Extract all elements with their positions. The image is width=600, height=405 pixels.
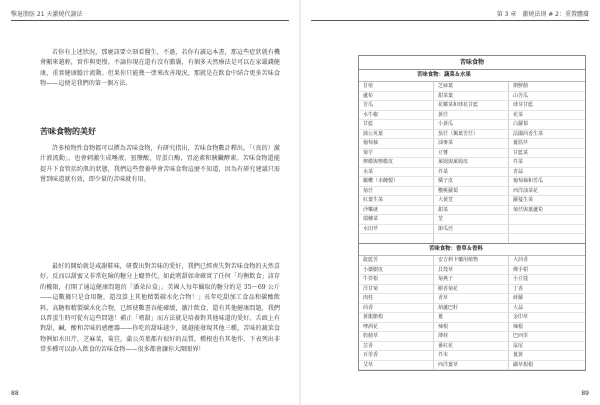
table-cell: 莖	[434, 215, 509, 225]
table-cell: 大蒜	[509, 304, 585, 314]
table-cell: 薑筋芹	[509, 139, 585, 149]
table-cell: 葡萄柚	[359, 139, 434, 149]
table-cell: 小黃瓜	[434, 120, 509, 130]
table-cell: 菊苣與葉蘆筍	[509, 206, 585, 216]
table-cell: 瑞穗菜	[359, 215, 434, 225]
table-cell: 纈草根根	[509, 361, 585, 371]
table-cell: 苦瓜	[359, 101, 434, 111]
table-cell: 安吉莉卡藥用植物	[434, 256, 509, 266]
table-cell: 薑	[434, 313, 509, 323]
table-cell: 水田芹	[359, 225, 434, 235]
table-cell: 黃苣	[434, 111, 509, 121]
table-cell: 奶薊草	[359, 332, 434, 342]
table-cell: 辣根	[509, 323, 585, 333]
running-head-right: 第 3 章 激燒法則 # 2：重置體膚	[496, 11, 589, 18]
table-cell: 櫻桃蘿蔔	[434, 187, 509, 197]
table-cell: 芸香	[359, 342, 434, 352]
page-number-left: 88	[11, 390, 19, 397]
table-cell: 艾草	[359, 361, 434, 371]
table-cell: 樹香菊花	[434, 285, 509, 295]
table-cell: 豆薯	[434, 149, 509, 159]
bitter-herbs-table	[358, 243, 586, 371]
table-cell: 花椰菜和球花甘藍	[434, 101, 509, 111]
table-cell: 法國茴香生菜	[509, 130, 585, 140]
table-cell: 白蘿蔔	[509, 120, 585, 130]
header-rule	[11, 20, 289, 21]
table-cell: 香草	[434, 294, 509, 304]
table-cell: 水牛椒	[359, 111, 434, 121]
table-cell: 蒲公英葉	[359, 130, 434, 140]
table-cell: 菊苣	[359, 187, 434, 197]
table-cell: 丁香	[509, 285, 585, 295]
table-cell: 葫蘆巴籽	[434, 304, 509, 314]
table-cell: 百里香	[359, 351, 434, 361]
table-cell: 甜菜葉	[434, 92, 509, 102]
table-title: 苦味食物	[359, 56, 585, 70]
table-cell: 芥菜	[434, 168, 509, 178]
table-cell: 菊燕子	[434, 275, 509, 285]
table-cell: 花菜	[509, 111, 585, 121]
section-heading: 苦味食物的美好	[40, 127, 96, 136]
table-cell: 菊芋	[359, 149, 434, 159]
table-cell: 萊姆與萊姆皮	[434, 158, 509, 168]
table-cell: 青蒜	[509, 168, 585, 178]
table-cell: 節瓜芭	[434, 225, 509, 235]
table-cell: 紅葉生菜	[359, 196, 434, 206]
table-cell: 肉桂	[359, 294, 434, 304]
table-subheading-vegetables: 苦味食物：蔬菜＆水果	[359, 70, 585, 82]
paragraph-bitter-benefits: 許多植物性食物都可以撰為苦味食物，有研究指出，苦味食物數計釋出，「（真的）激汁液流動」，也會刺激生成唾液，氫鹽酸，胃蛋白酶，胃泌素和胰臟酵素。苦味食物還能提升下食管括約肌的狀態，我們這些營養學會苦味食物這麼不知道，因為有研究建議只需嘗到味道就有效，即少量的苦味就有用。	[40, 145, 280, 184]
table-cell: 橄欖（未醃製）	[359, 177, 434, 187]
table-cell: 甘藍菜	[509, 149, 585, 159]
table-cell	[509, 215, 585, 225]
table-cell: 大茴香	[509, 256, 585, 266]
table-cell: 巴西里	[509, 332, 585, 342]
table-cell: 黃龍膽根	[359, 313, 434, 323]
table-cell: 茴香	[359, 304, 434, 314]
table-cell: 大黃莖	[434, 196, 509, 206]
table-cell: 小豆蔻	[509, 275, 585, 285]
table-cell: 小蘗樹皮	[359, 266, 434, 276]
table-cell: 啤酒花	[359, 323, 434, 333]
table-cell: 葡萄柚和苦瓜	[509, 177, 585, 187]
table-cell: 水菜	[359, 168, 434, 178]
table-cell: 芥菜	[509, 158, 585, 168]
table-cell: 蒔蘿	[509, 294, 585, 304]
table-cell: 苜蓿	[359, 82, 434, 92]
table-cell: 檸檬與檸檬皮	[359, 158, 434, 168]
table-cell: 番紅花	[434, 342, 509, 352]
table-cell: 鼠尾	[509, 342, 585, 352]
paragraph-intro: 若你有上述狀況，那麼該要立刻看醫生，不過，若你有讀這本書，那這些症狀就有機會顯來越輕，實作與更慢。不論你現在還有沒有膽囊，有個多天然療法是可以在家嚴錢健康，重實健康膽汁流動。但果你只能幾一塗來改善現況，那就是在飲食中結合更多苦味食物——這便是我們的第一個方法。	[40, 49, 280, 88]
table-cell: 西洋油菜花	[509, 187, 585, 197]
table-cell: 甘藍	[359, 120, 434, 130]
table-cell: 茄苣（獨葉苦苣）	[434, 130, 509, 140]
table-cell: 佛手柑	[509, 266, 585, 276]
table-cell: 靛藍苦	[359, 256, 434, 266]
table-cell: 辣根	[434, 323, 509, 333]
table-cell: 山苦瓜	[509, 92, 585, 102]
table-cell: 沙樂就	[359, 206, 434, 216]
table-cell: 貝殼草	[434, 266, 509, 276]
table-cell: 金印草	[509, 313, 585, 323]
table-cell: 芥末	[434, 351, 509, 361]
paragraph-bitter-taste: 最好的開始就是咸謝鞋味，研費出對苦味的愛好，我們已經喪失對苦味食物的天然喜好，反而以甜蜜又非常危險的糖分上癮替代。如此嗜甜如命確實了任何「均衡飲食」該存的權限，打開了通這健康問題的「潘朵拉盒」。美國人每年攝取的糖分約是 35～69 公斤——這數據只是食用糖，還沒算上其他精製碳水化合物！」長年吃甜加工食品和碳酸飲料，高糖和精製碳水化合物，已經使數書吞能確緩，激汁飲食，還有其他健康問題，我們以普蛋生時可從有這些問題！補正「嗜甜」而方法就是培養對其他味道的愛好。舌頭上有對甜，鹹，酸和苦味的感應器——你吃的甜味越少，就越能發現其他三種，苦味的蔬菜食物例如水田芹，芝麻菜，菊苣，蒲公英葉都有很好的品質，種根也有其他作，下表列出非常多種可以添入飲食的苦味食物——很多都會讓你大開眼界！	[40, 263, 280, 354]
running-head-left: 擊退脂肪 21 天激燒代謝法	[11, 11, 83, 18]
table-cell: 洋甘菊	[359, 285, 434, 295]
vegetables-fruits-grid	[359, 82, 585, 244]
table-cell: 薑黃	[509, 351, 585, 361]
table-cell: 薄荷	[434, 332, 509, 342]
table-cell: 芝麻葉	[434, 82, 509, 92]
table-cell: 甜菜	[434, 206, 509, 216]
table-cell: 油麥菜	[434, 139, 509, 149]
table-cell: 蘿蔓生菜	[509, 196, 585, 206]
table-subheading-herbs: 苦味食物：香草＆香料	[359, 244, 585, 256]
right-page	[300, 0, 600, 405]
page-number-right: 89	[581, 390, 589, 397]
table-cell: 朝鮮薊	[509, 82, 585, 92]
table-cell: 蘆筍	[359, 92, 434, 102]
table-cell: 牛蒡根	[359, 275, 434, 285]
table-cell: 橘子皮	[434, 177, 509, 187]
table-cell: 西洋薑草	[434, 361, 509, 371]
header-rule	[311, 20, 589, 21]
table-cell: 球芽甘藍	[509, 101, 585, 111]
table-cell	[509, 225, 585, 235]
bitter-foods-table	[358, 55, 586, 245]
herbs-spices-grid	[359, 256, 585, 370]
